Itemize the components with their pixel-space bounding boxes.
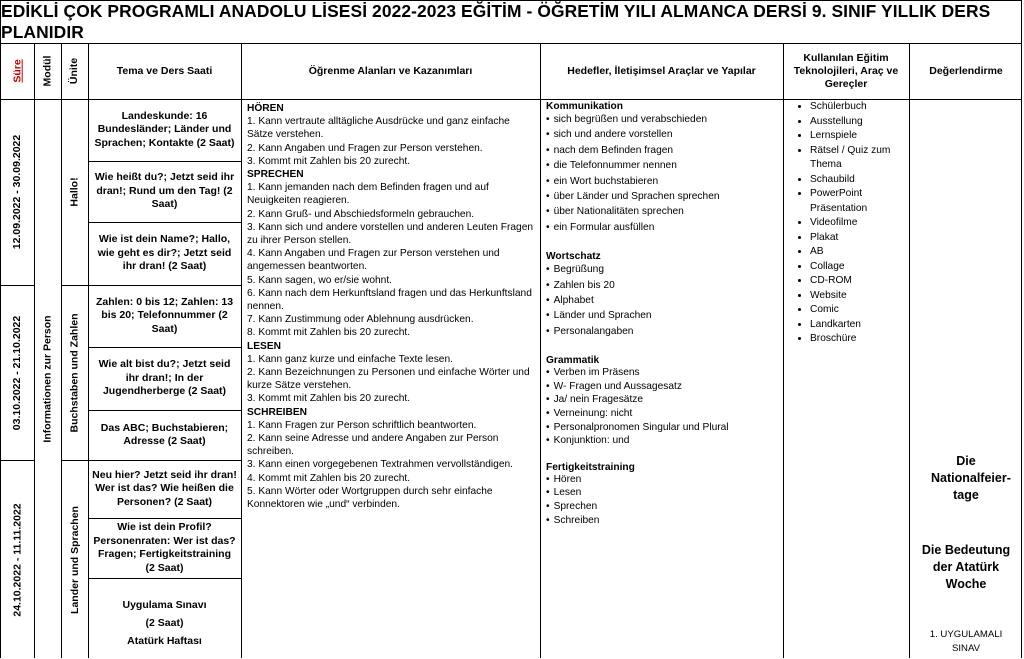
modul-label: Informationen zur Person <box>41 315 54 443</box>
outcome: 2. Kann Angaben und Fragen zur Person verstehen. <box>247 142 483 154</box>
header-unite: Ünite <box>68 57 81 85</box>
divider <box>540 43 541 658</box>
list-item: • nach dem Befinden fragen <box>546 143 780 158</box>
teknoloji-list <box>784 100 908 347</box>
list-item: • Konjunktion: und <box>546 434 780 448</box>
list-item: • Verben im Präsens <box>546 366 780 380</box>
list-item: • Schülerbuch <box>810 100 908 115</box>
section-title-fertigkeit: Fertigkeitstraining <box>546 461 635 473</box>
list-item: • Personalangaben <box>546 324 780 339</box>
kommunikation-list <box>546 112 780 235</box>
list-item: • PowerPoint Präsentation <box>810 187 908 216</box>
topic-3: Wie ist dein Name?; Hallo, wie geht es dir?; Jetzt seid ihr dran! (2 Saat) <box>97 233 232 273</box>
wortschatz-list <box>546 262 780 339</box>
list-item: • sich begrüßen und verabschieden <box>546 112 780 127</box>
outcome: 1. Kann Fragen zur Person schriftlich beantworten. <box>247 419 477 431</box>
header-tema: Tema ve Ders Saati <box>116 64 213 77</box>
list-item: • Alphabet <box>546 293 780 308</box>
section-title-lesen: LESEN <box>247 340 281 352</box>
outcome: 1. Kann jemanden nach dem Befinden fragen und auf Neuigkeiten reagieren. <box>247 182 489 207</box>
outcome: 3. Kommt mit Zahlen bis 20 zurecht. <box>247 393 411 405</box>
topic-9-line: Atatürk Haftası <box>127 634 202 647</box>
grammatik-list <box>546 366 780 448</box>
list-item: • über Nationalitäten sprechen <box>546 204 780 219</box>
outcome: 8. Kommt mit Zahlen bis 20 zurecht. <box>247 327 411 339</box>
list-item: • Ja/ nein Fragesätze <box>546 393 780 407</box>
section-title-sprechen: SPRECHEN <box>247 169 304 181</box>
outcome: 4. Kann Angaben und Fragen zur Person verstehen und angemessen beantworten. <box>247 248 500 273</box>
list-item: • Länder und Sprachen <box>546 308 780 323</box>
list-item: • Lernspiele <box>810 129 908 144</box>
outcome: 5. Kann sagen, wo er/sie wohnt. <box>247 274 392 286</box>
period-2: 03.10.2022 - 21.10.2022 <box>11 315 24 430</box>
topic-4: Zahlen: 0 bis 12; Zahlen: 13 bis 20; Telefonnummer (2 Saat) <box>95 295 234 335</box>
topic-6: Das ABC; Buchstabieren; Adresse (2 Saat) <box>100 421 229 447</box>
list-item: • AB <box>810 245 908 260</box>
divider <box>241 43 242 658</box>
outcome: 3. Kann sich und andere vorstellen und anderen Leuten Fragen zu ihrer Person stellen. <box>247 221 534 247</box>
nationalfeiertage-note: Die Nationalfeier-tage <box>931 454 1011 502</box>
period-3: 24.10.2022 - 11.11.2022 <box>11 502 24 617</box>
list-item: • ein Wort buchstabieren <box>546 174 780 189</box>
outcome: 2. Kann Bezeichnungen zu Personen und einfache Wörter und kurze Sätze verstehen. <box>247 367 530 392</box>
section-title-grammatik: Grammatik <box>546 355 600 367</box>
list-item: • Collage <box>810 260 908 275</box>
list-item: • die Telefonnummer nennen <box>546 158 780 173</box>
outcome: 7. Kann Zustimmung oder Ablehnung ausdrücken. <box>247 314 474 326</box>
list-item: • Plakat <box>810 231 908 246</box>
outcome: 1. Kann ganz kurze und einfache Texte lesen. <box>247 353 453 365</box>
list-item: • Schreiben <box>546 514 780 528</box>
topic-7: Neu hier? Jetzt seid ihr dran! Wer ist das? Wie heißen die Personen? (2 Saat) <box>92 468 237 508</box>
list-item: • über Länder und Sprachen sprechen <box>546 189 780 204</box>
list-item: • Website <box>810 289 908 304</box>
header-hedefler: Hedefler, İletişimsel Araçlar ve Yapılar <box>567 64 756 77</box>
topic-9-line: Uygulama Sınavı <box>122 598 207 611</box>
exam-note: 1. UYGULAMALI SINAV <box>929 629 1003 654</box>
unit-2: Buchstaben und Zahlen <box>68 312 81 433</box>
list-item: • CD-ROM <box>810 274 908 289</box>
list-item: • Landkarten <box>810 318 908 333</box>
topic-8: Wie ist dein Profil? Personenraten: Wer ist das? Fragen; Fertigkeitstraining (2 Saat) <box>93 521 236 574</box>
section-title-schreiben: SCHREIBEN <box>247 406 308 418</box>
list-item: • Schaubild <box>810 173 908 188</box>
outcome: 6. Kann nach dem Herkunftsland fragen und das Herkunftsland nennen. <box>247 287 532 313</box>
list-item: • Begrüßung <box>546 262 780 277</box>
header-sure: Süre <box>11 59 24 83</box>
topic-5: Wie alt bist du?; Jetzt seid ihr dran!; In der Jugendherberge (2 Saat) <box>98 358 231 398</box>
list-item: • Sprechen <box>546 500 780 514</box>
list-item: • Verneinung: nicht <box>546 407 780 421</box>
list-item: • Comic <box>810 303 908 318</box>
outcome: 3. Kommt mit Zahlen bis 20 zurecht. <box>247 155 411 167</box>
hedefler-content <box>546 101 780 527</box>
topic-9 <box>88 578 241 659</box>
list-item: • Videofilme <box>810 216 908 231</box>
outcome: 5. Kann Wörter oder Wortgruppen durch sehr einfache Konnektoren wie „und“ verbinden. <box>247 485 493 511</box>
period-1: 12.09.2022 - 30.09.2022 <box>11 134 24 250</box>
outcome: 1. Kann vertraute alltägliche Ausdrücke und ganz einfache Sätze verstehen. <box>247 116 510 141</box>
page-title: EDİKLİ ÇOK PROGRAMLI ANADOLU LİSESİ 2022-2023 EĞİTİM - ÖĞRETİM YILI ALMANCA DERSİ 9. SINIF YILLIK DERS PLANIDIR <box>1 1 1021 44</box>
outcome: 2. Kann seine Adresse und andere Angaben zur Person schreiben. <box>247 433 499 458</box>
outcome: 3. Kann einen vorgegebenen Textrahmen vervollständigen. <box>247 459 514 471</box>
list-item: • Ausstellung <box>810 115 908 130</box>
section-title-wortschatz: Wortschatz <box>546 251 601 263</box>
topic-1: Landeskunde: 16 Bundesländer; Länder und Sprachen; Kontakte (2 Saat) <box>94 109 235 149</box>
section-title-horen: HÖREN <box>247 103 284 114</box>
list-item: • Zahlen bis 20 <box>546 278 780 293</box>
unit-1: Hallo! <box>68 177 81 207</box>
header-degerlendirme: Değerlendirme <box>929 64 1003 77</box>
header-teknoloji: Kullanılan Eğitim Teknolojileri, Araç ve Gereçler <box>793 51 899 90</box>
header-ogrenme: Öğrenme Alanları ve Kazanımları <box>308 64 473 77</box>
list-item: • Rätsel / Quiz zum Thema <box>810 144 908 173</box>
list-item: • ein Formular ausfüllen <box>546 220 780 235</box>
list-item: • W- Fragen und Aussagesatz <box>546 380 780 394</box>
list-item: • Hören <box>546 473 780 487</box>
list-item: • Lesen <box>546 486 780 500</box>
ataturk-week-note: Die Bedeutung der Atatürk Woche <box>921 543 1011 591</box>
list-item: • Personalpronomen Singular und Plural <box>546 421 780 435</box>
fertigkeit-list <box>546 473 780 527</box>
topic-2: Wie heißt du?; Jetzt seid ihr dran!; Rund um den Tag! (2 Saat) <box>94 171 235 211</box>
section-title-kommunikation: Kommunikation <box>546 101 623 112</box>
outcome: 2. Kann Gruß- und Abschiedsformeln gebrauchen. <box>247 208 475 220</box>
ogrenme-content <box>247 102 537 511</box>
list-item: • Broschüre <box>810 332 908 347</box>
list-item: • sich und andere vorstellen <box>546 127 780 142</box>
teknoloji-content <box>784 100 908 347</box>
topic-9-line: (2 Saat) <box>145 616 184 629</box>
header-modul: Modül <box>41 55 54 87</box>
divider <box>909 43 910 658</box>
outcome: 4. Kommt mit Zahlen bis 20 zurecht. <box>247 472 411 484</box>
unit-3: Lander und Sprachen <box>68 505 81 614</box>
